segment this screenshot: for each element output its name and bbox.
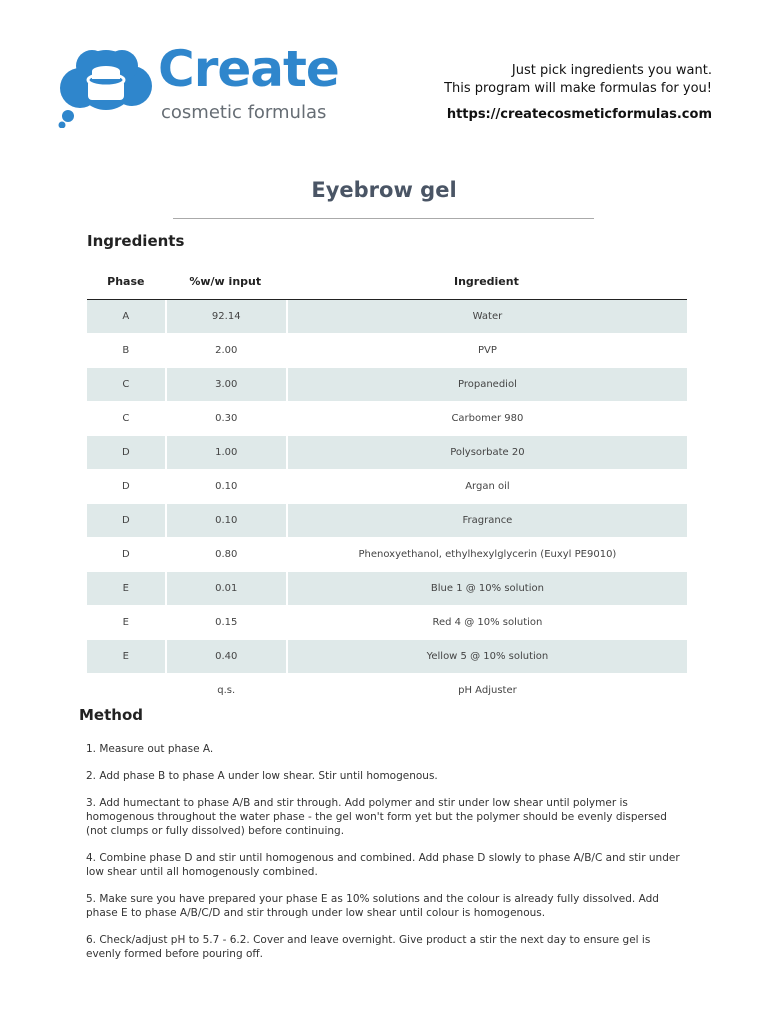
cell-percent: 2.00 <box>165 334 286 368</box>
table-row <box>87 402 687 436</box>
cell-percent: 92.14 <box>165 300 286 334</box>
table-row <box>87 334 687 368</box>
table-row <box>87 300 687 334</box>
cell-ingredient: Blue 1 @ 10% solution <box>286 572 687 606</box>
cell-phase: A <box>87 300 165 334</box>
cell-ingredient: PVP <box>286 334 687 368</box>
cell-phase: D <box>87 470 165 504</box>
tagline <box>444 62 712 124</box>
table-row <box>87 606 687 640</box>
cell-phase: C <box>87 368 165 402</box>
cell-phase: D <box>87 436 165 470</box>
cell-ingredient: Water <box>286 300 687 334</box>
cell-percent: 3.00 <box>165 368 286 402</box>
method-step: 6. Check/adjust pH to 5.7 - 6.2. Cover and leave overnight. Give product a stir the next day to ensure gel is evenly formed before pouring off. <box>86 934 651 960</box>
header-ingredient: Ingredient <box>286 264 687 300</box>
table-row <box>87 572 687 606</box>
tagline-line-1: Just pick ingredients you want. <box>511 63 712 78</box>
table-row <box>87 436 687 470</box>
method-step: 3. Add humectant to phase A/B and stir through. Add polymer and stir under low shear until polymer is homogenous throughout the water phase - the gel won't form yet but the polymer should be evenly dispersed (not clumps or fully dissolved) before continuing. <box>86 797 667 837</box>
brand-subtitle: cosmetic formulas <box>161 102 327 123</box>
header-phase: Phase <box>87 264 165 300</box>
header <box>58 40 712 130</box>
cell-ingredient: Propanediol <box>286 368 687 402</box>
website-link[interactable]: https://createcosmeticformulas.com <box>446 107 712 122</box>
cell-ingredient: Carbomer 980 <box>286 402 687 436</box>
cell-percent: 0.15 <box>165 606 286 640</box>
cell-phase: E <box>87 572 165 606</box>
cell-phase: E <box>87 640 165 674</box>
table-header-row <box>87 264 687 300</box>
method-step: 2. Add phase B to phase A under low shear. Stir until homogenous. <box>86 770 438 782</box>
tagline-line-2: This program will make formulas for you! <box>444 81 712 96</box>
document-title: Eyebrow gel <box>311 178 457 202</box>
cell-phase: C <box>87 402 165 436</box>
cell-phase: E <box>87 606 165 640</box>
cell-percent: 0.80 <box>165 538 286 572</box>
cell-phase: B <box>87 334 165 368</box>
table-row <box>87 640 687 674</box>
cell-ingredient: pH Adjuster <box>286 674 687 708</box>
cell-ingredient: Yellow 5 @ 10% solution <box>286 640 687 674</box>
cell-ingredient: Fragrance <box>286 504 687 538</box>
ingredients-heading: Ingredients <box>87 232 185 250</box>
cell-percent: 0.40 <box>165 640 286 674</box>
cell-percent: 0.30 <box>165 402 286 436</box>
cell-ingredient: Argan oil <box>286 470 687 504</box>
cell-phase: D <box>87 504 165 538</box>
method-heading: Method <box>79 706 143 724</box>
method-step: 5. Make sure you have prepared your phase E as 10% solutions and the colour is already fully dissolved. Add phase E to phase A/B/C/D and stir through under low shear until colour is homogenous. <box>86 893 659 919</box>
cell-ingredient: Phenoxyethanol, ethylhexylglycerin (Euxyl PE9010) <box>286 538 687 572</box>
brand-logo <box>58 40 358 128</box>
cell-percent: 0.10 <box>165 470 286 504</box>
brand-name: Create <box>158 40 339 98</box>
table-row <box>87 470 687 504</box>
table-row <box>87 504 687 538</box>
table-row <box>87 674 687 708</box>
method-step: 1. Measure out phase A. <box>86 743 214 755</box>
title-divider <box>173 218 594 219</box>
cell-ingredient: Polysorbate 20 <box>286 436 687 470</box>
table-row <box>87 368 687 402</box>
cell-phase: D <box>87 538 165 572</box>
cloud-jar-icon <box>58 44 154 128</box>
cell-percent: 1.00 <box>165 436 286 470</box>
ingredients-table <box>87 264 687 708</box>
cell-percent: 0.10 <box>165 504 286 538</box>
header-percent: %w/w input <box>165 264 286 300</box>
method-steps <box>86 742 686 974</box>
method-step: 4. Combine phase D and stir until homogenous and combined. Add phase D slowly to phase A/B/C and stir under low shear until all homogenously combined. <box>86 852 680 878</box>
cell-ingredient: Red 4 @ 10% solution <box>286 606 687 640</box>
cell-percent: q.s. <box>165 674 286 708</box>
cell-phase <box>87 674 165 708</box>
cell-percent: 0.01 <box>165 572 286 606</box>
table-row <box>87 538 687 572</box>
